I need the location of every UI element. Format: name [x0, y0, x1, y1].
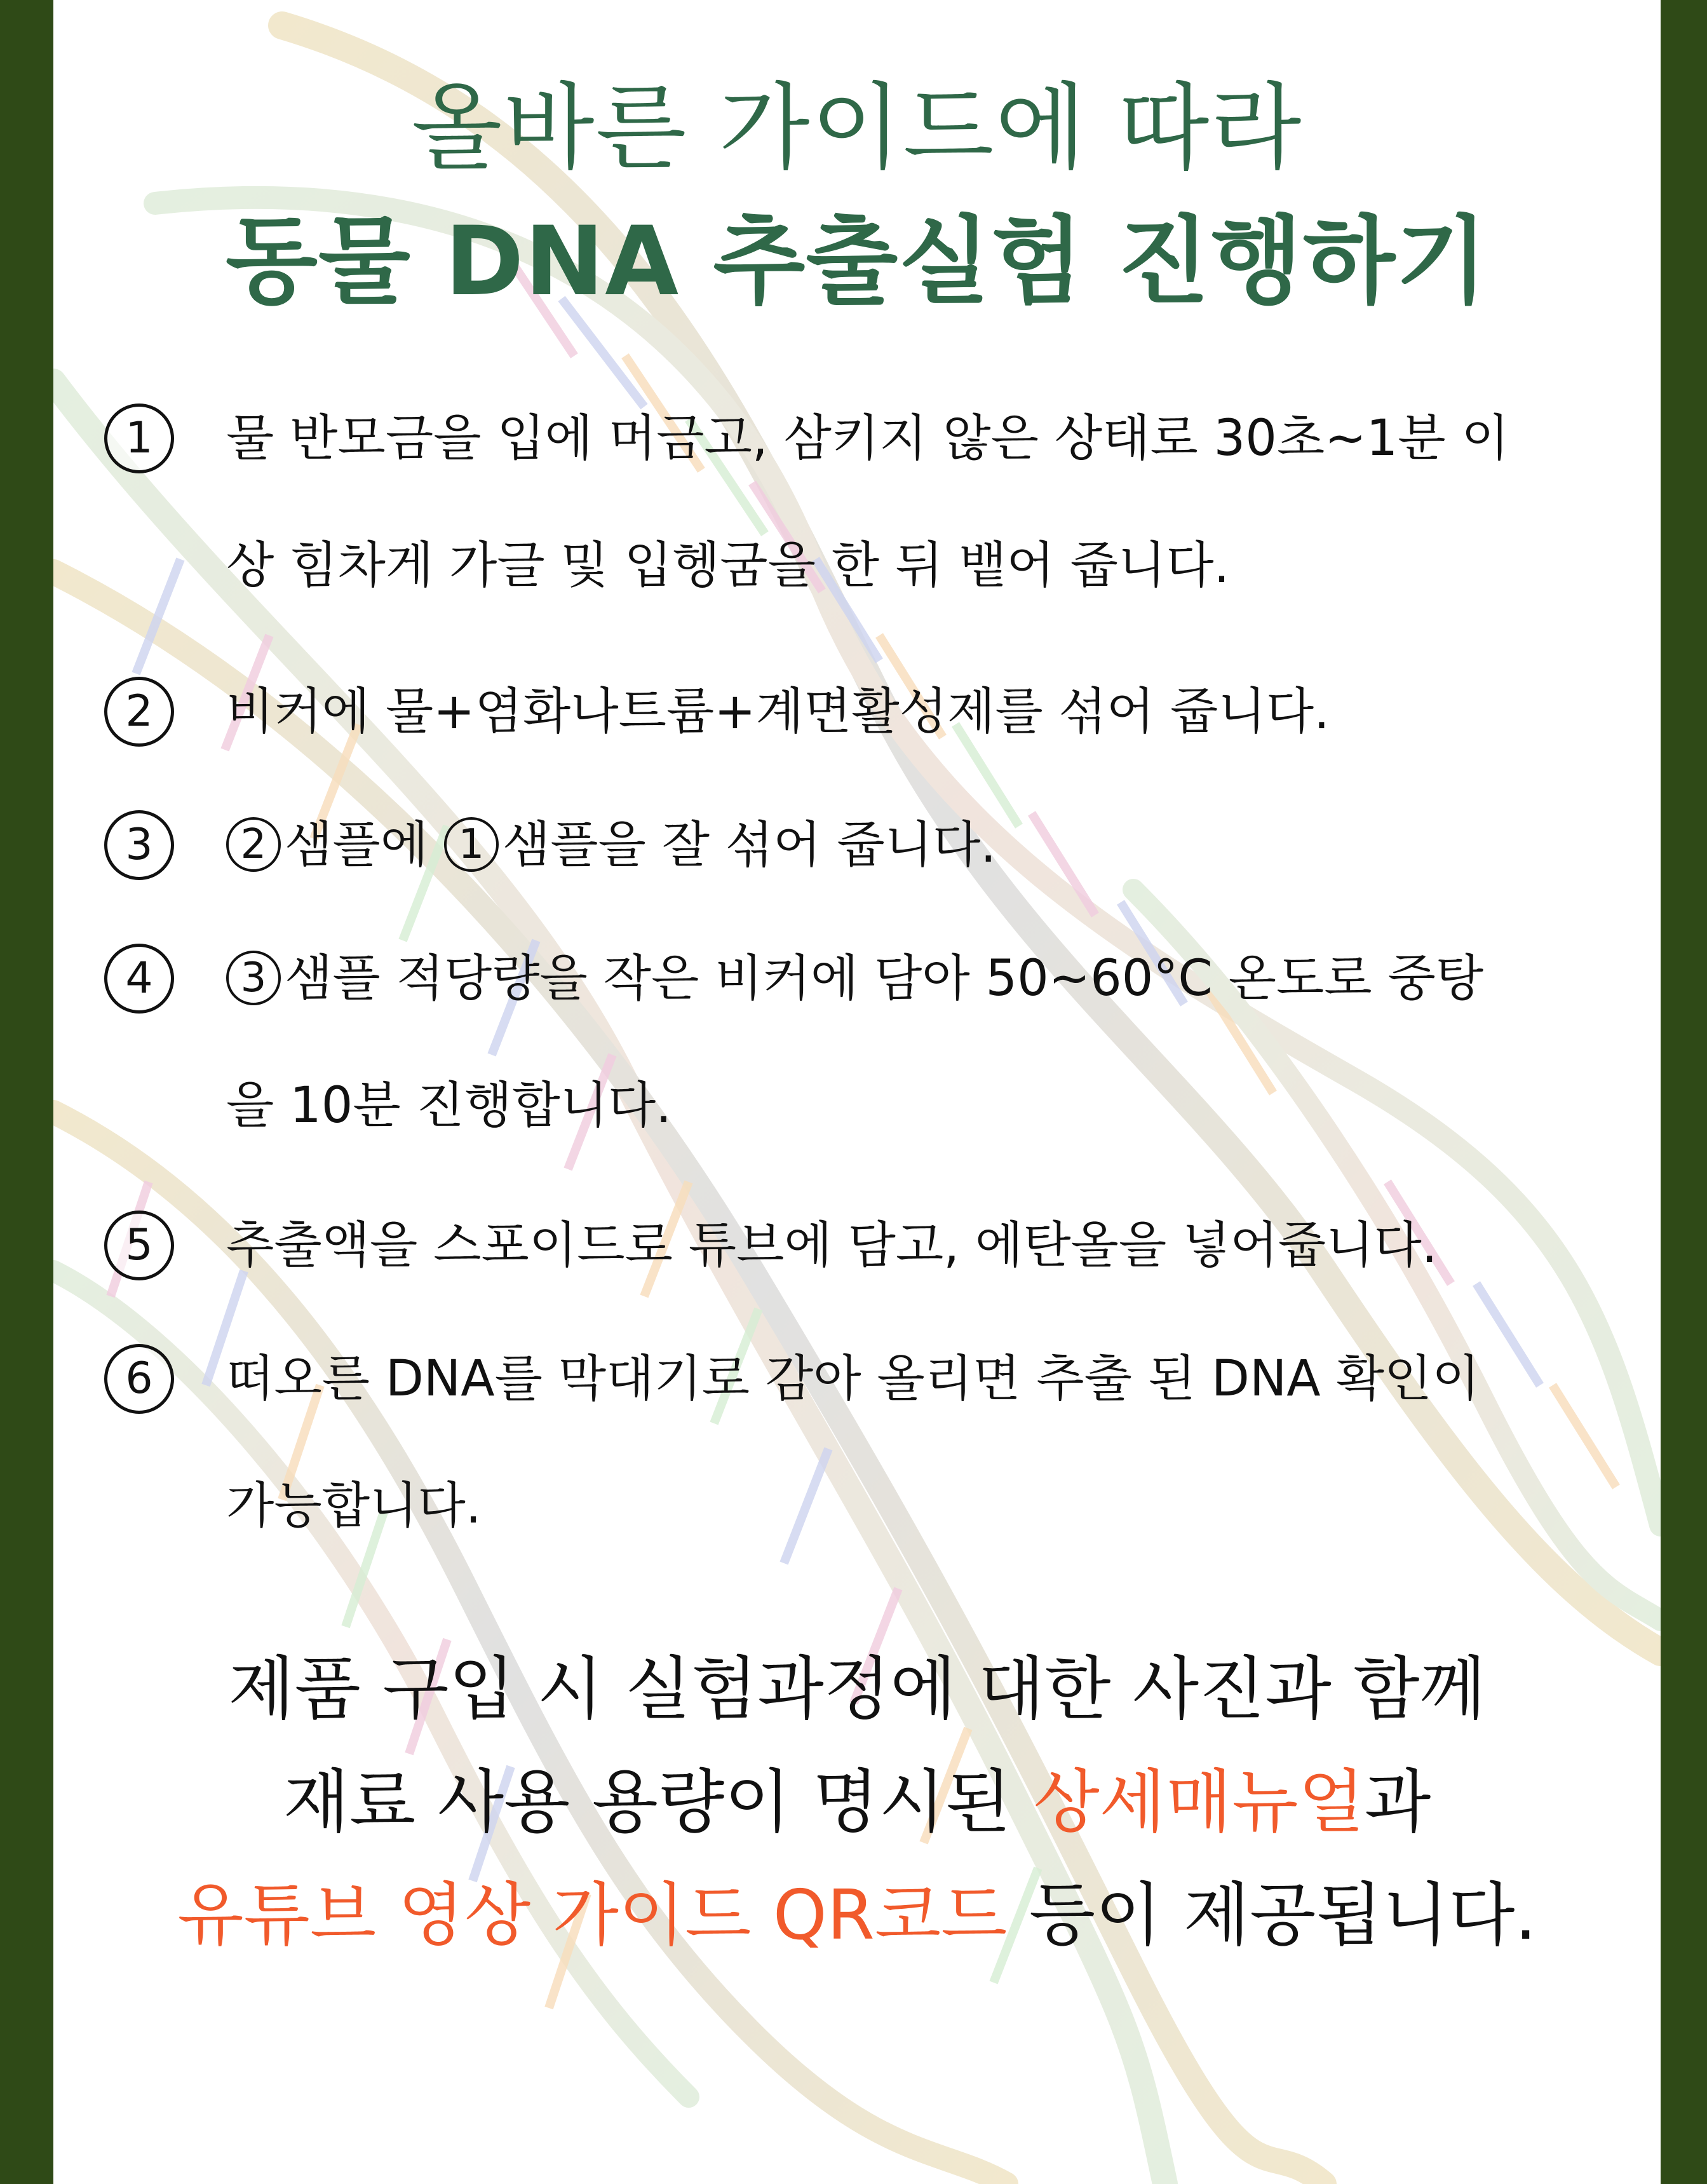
- step-number-5: 5: [104, 1211, 174, 1280]
- step-3-text-a: 샘플에: [285, 817, 444, 874]
- title-line-2: 동물 DNA 추출실험 진행하기: [226, 207, 1488, 317]
- step-4-text-a: 샘플 적당량을 작은 비커에 담아 50~60°C 온도로 중탕 을 10분 진행합니다.: [226, 950, 1484, 1134]
- step-1-text: 물 반모금을 입에 머금고, 삼키지 않은 상태로 30초~1분 이 상 힘차게 가글 및 입헹굼을 한 뒤 뱉어 줍니다.: [226, 410, 1509, 594]
- step-number-1: 1: [104, 404, 174, 473]
- content-panel: [53, 0, 1661, 2184]
- footer-line-2-pre: 재료 사용 용량이 명시된: [283, 1763, 1034, 1842]
- step-number-6: 6: [104, 1344, 174, 1414]
- step-3-ref-b: 1: [444, 817, 499, 872]
- step-3-ref-a: 2: [226, 817, 281, 872]
- step-4-ref-a: 3: [226, 951, 281, 1005]
- step-2-text: 비커에 물+염화나트륨+계면활성제를 섞어 줍니다.: [226, 683, 1330, 740]
- step-3-text: [226, 782, 1586, 909]
- footer-line-2: [53, 1746, 1661, 1859]
- step-4-text: [226, 915, 1586, 1169]
- footer-line-2-post: 과: [1364, 1763, 1431, 1842]
- step-6-text: 떠오른 DNA를 막대기로 감아 올리면 추출 된 DNA 확인이 가능합니다.: [226, 1350, 1480, 1535]
- step-3-text-b: 샘플을 잘 섞어 줍니다.: [502, 817, 997, 874]
- title-line-1: 올바른 가이드에 따라: [411, 73, 1303, 182]
- footer-line-1: 제품 구입 시 실험과정에 대한 사진과 함께: [228, 1650, 1486, 1729]
- step-5-text: 추출액을 스포이드로 튜브에 담고, 에탄올을 넣어줍니다.: [226, 1217, 1438, 1274]
- footer-line-3: [53, 1859, 1661, 1972]
- footer-line-3-post: 등이 제공됩니다.: [1007, 1876, 1537, 1955]
- footer-notice: [53, 1633, 1661, 1972]
- step-number-4: 4: [104, 944, 174, 1014]
- footer-youtube-qr: 유튜브 영상 가이드 QR코드: [177, 1876, 1008, 1955]
- step-number-2: 2: [104, 677, 174, 747]
- footer-detail-manual: 상세매뉴얼: [1033, 1763, 1365, 1842]
- step-number-3: 3: [104, 810, 174, 880]
